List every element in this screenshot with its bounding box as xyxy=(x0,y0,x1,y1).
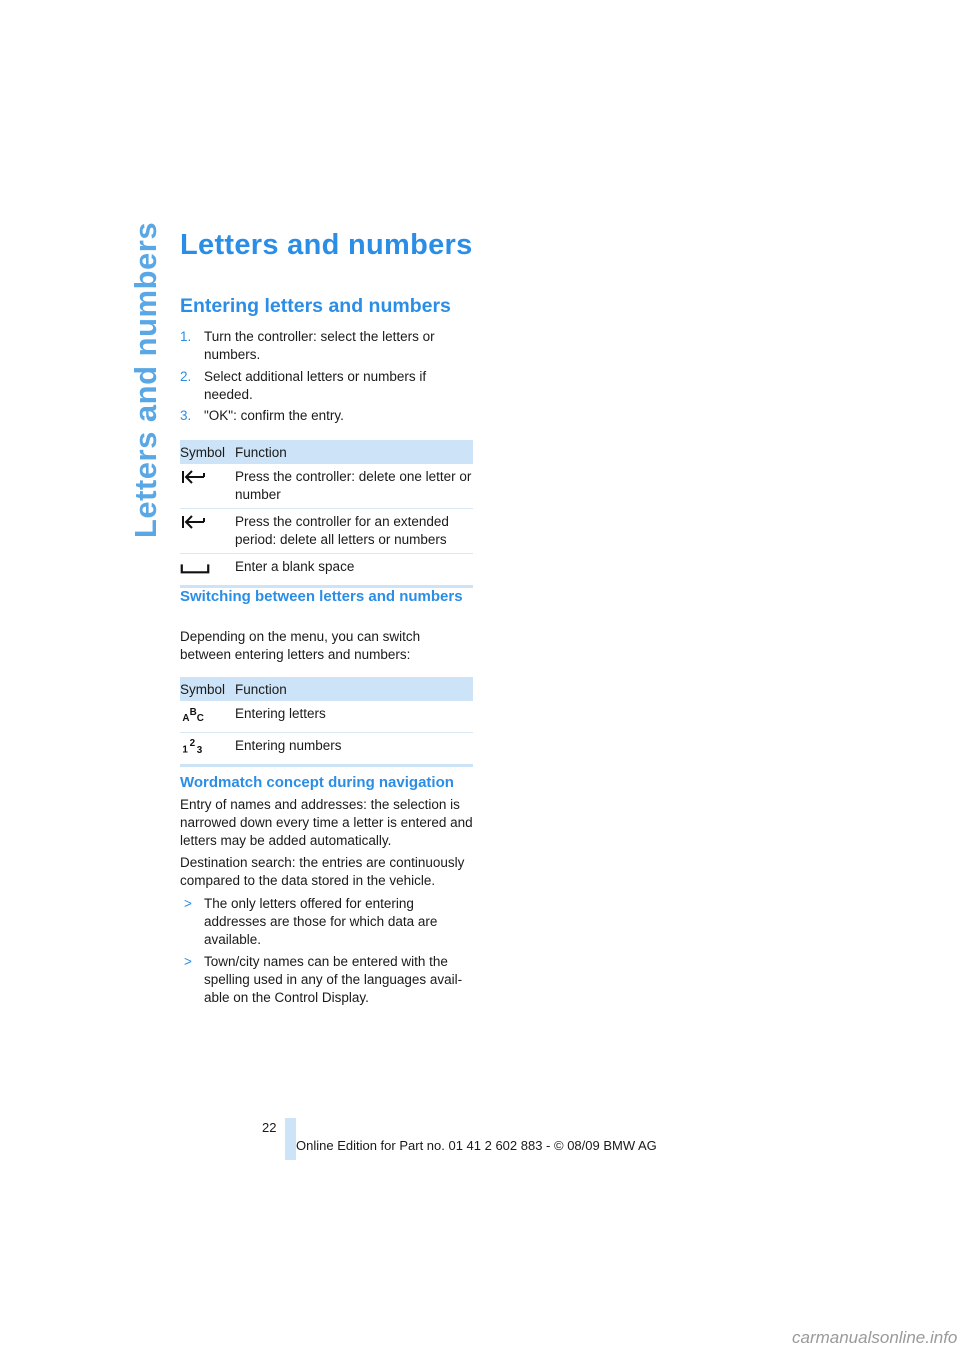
blank-space-icon xyxy=(180,558,210,576)
table-row xyxy=(180,733,473,766)
svg-text:B: B xyxy=(189,706,197,718)
123-numbers-icon xyxy=(180,737,210,755)
step-text: Select additional letters or numbers if needed. xyxy=(204,369,427,402)
column-header-symbol: Symbol xyxy=(180,440,235,464)
side-chapter-title xyxy=(126,221,166,539)
step-number: 3. xyxy=(180,408,192,423)
table-header-row xyxy=(180,440,473,464)
abc-letters-icon xyxy=(180,705,210,723)
bullet-mark: > xyxy=(184,954,192,969)
backspace-arrow-icon xyxy=(180,468,210,486)
svg-text:3: 3 xyxy=(196,745,203,755)
step-number: 2. xyxy=(180,369,192,384)
svg-text:C: C xyxy=(196,713,204,723)
symbol-table-switching xyxy=(180,677,473,767)
svg-text:2: 2 xyxy=(189,738,196,749)
bullet-mark: > xyxy=(184,896,192,911)
svg-text:1: 1 xyxy=(182,744,188,755)
step-number: 1. xyxy=(180,329,192,344)
bullet-text: The only letters offered for entering addresses are those for which data are available. xyxy=(204,896,438,947)
function-text: Press the controller for an extended period: delete all letters or numbers xyxy=(235,509,473,554)
side-chapter-title-text: Letters and numbers xyxy=(128,221,163,539)
page-title: Letters and numbers xyxy=(180,229,473,261)
footer-accent-bar xyxy=(285,1118,296,1160)
table-row xyxy=(180,701,473,733)
section-heading-switching: Switching between letters and numbers xyxy=(180,588,463,605)
function-text: Press the controller: delete one letter or number xyxy=(235,464,473,509)
column-header-function: Function xyxy=(235,677,473,701)
table-header-row xyxy=(180,677,473,701)
table-row xyxy=(180,509,473,554)
step-text: "OK": confirm the entry. xyxy=(204,408,344,423)
page-content xyxy=(180,225,474,1005)
bullet-text: Town/city names can be entered with the spelling used in any of the languages avail-able on the Control Display. xyxy=(204,954,463,1005)
paragraph: Entry of names and addresses: the selection is narrowed down every time a letter is entered and letters may be added automatically. xyxy=(180,797,473,848)
column-header-symbol: Symbol xyxy=(180,677,235,701)
table-row xyxy=(180,464,473,509)
section-intro: Depending on the menu, you can switch between entering letters and numbers: xyxy=(180,629,421,662)
edition-notice: Online Edition for Part no. 01 41 2 602 883 - © 08/09 BMW AG xyxy=(296,1138,657,1153)
watermark: carmanualsonline.info xyxy=(792,1328,958,1347)
paragraph: Destination search: the entries are continuously compared to the data stored in the vehicle. xyxy=(180,855,465,888)
backspace-arrow-icon xyxy=(180,513,210,531)
column-header-function: Function xyxy=(235,440,473,464)
svg-text:A: A xyxy=(182,713,190,723)
section-heading-wordmatch: Wordmatch concept during navigation xyxy=(180,774,454,791)
page-number: 22 xyxy=(262,1120,277,1135)
symbol-table-entering xyxy=(180,440,473,588)
table-row xyxy=(180,554,473,587)
function-text: Entering letters xyxy=(235,701,473,733)
step-text: Turn the controller: select the letters or numbers. xyxy=(204,329,435,362)
function-text: Enter a blank space xyxy=(235,554,473,587)
function-text: Entering numbers xyxy=(235,733,473,766)
section-heading-entering: Entering letters and numbers xyxy=(180,295,451,317)
